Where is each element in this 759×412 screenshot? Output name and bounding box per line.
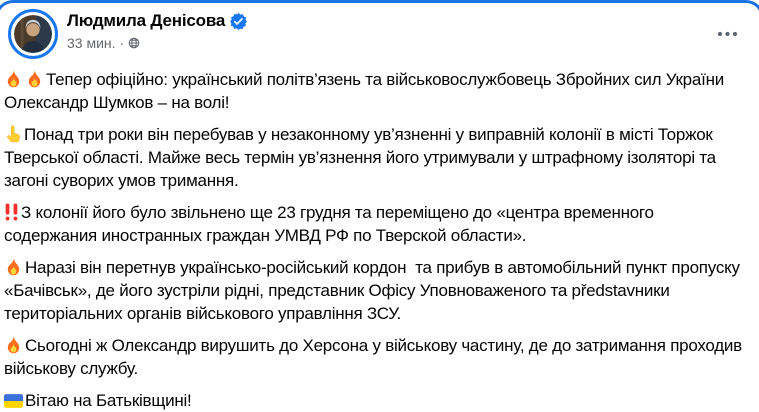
ukraine-flag-icon [4,394,23,408]
paragraph-text: Тепер офіційно: український політв’язень та військовослужбовець Збройних сил України Олександр Шумков – на волі! [4,70,729,112]
paragraph-text: Наразі він перетнув українсько-російський кордон та прибув в автомобільний пункт пропуску «Бачівськ», де його зустріли рідні, представник Офісу Уповноваженого та představники територіальних органів військового управління ЗСУ. [4,258,745,323]
paragraph-text: Понад три роки він перебував у незаконному ув’язненні у виправній колонії в місті Торжок Тверської області. Майже весь термін ув’язнення його утримували у штрафному ізоляторі та загоні суворих умов тримання. [4,125,721,190]
author-row [67,11,247,31]
author-name[interactable]: Людмила Денісова [67,11,226,30]
verified-badge-icon [230,13,247,30]
header-info [67,9,247,59]
double-exclamation-icon [4,203,19,221]
post-meta [67,35,247,51]
paragraph-text: Вітаю на Батьківщині! [25,391,192,410]
post-paragraph [4,256,747,325]
avatar[interactable] [8,9,58,59]
profile-photo [14,15,52,53]
post-paragraph [4,201,747,247]
more-options-button[interactable] [711,22,743,46]
meta-separator: · [119,35,125,51]
fire-icon [4,69,23,88]
post-paragraph [4,68,747,114]
three-dots-icon [717,31,738,37]
timestamp[interactable]: 33 мин. [67,35,116,51]
paragraph-text: З колонії його було звільнено ще 23 грудня та переміщено до «центра временного содержания иностранных граждан УМВД РФ по Тверской области». [4,203,659,245]
post-paragraph [4,123,747,192]
fire-icon [25,69,44,88]
globe-icon [128,37,140,49]
index-pointing-up-icon [4,125,22,143]
post-paragraph [4,389,747,412]
post-paragraph [4,334,747,380]
post-body [0,63,759,412]
post-header [0,0,759,63]
paragraph-text: Сьогодні ж Олександр вирушить до Херсона у військову частину, де до затримання проходив військову службу. [4,336,747,378]
fire-icon [4,257,23,276]
fire-icon [4,335,23,354]
